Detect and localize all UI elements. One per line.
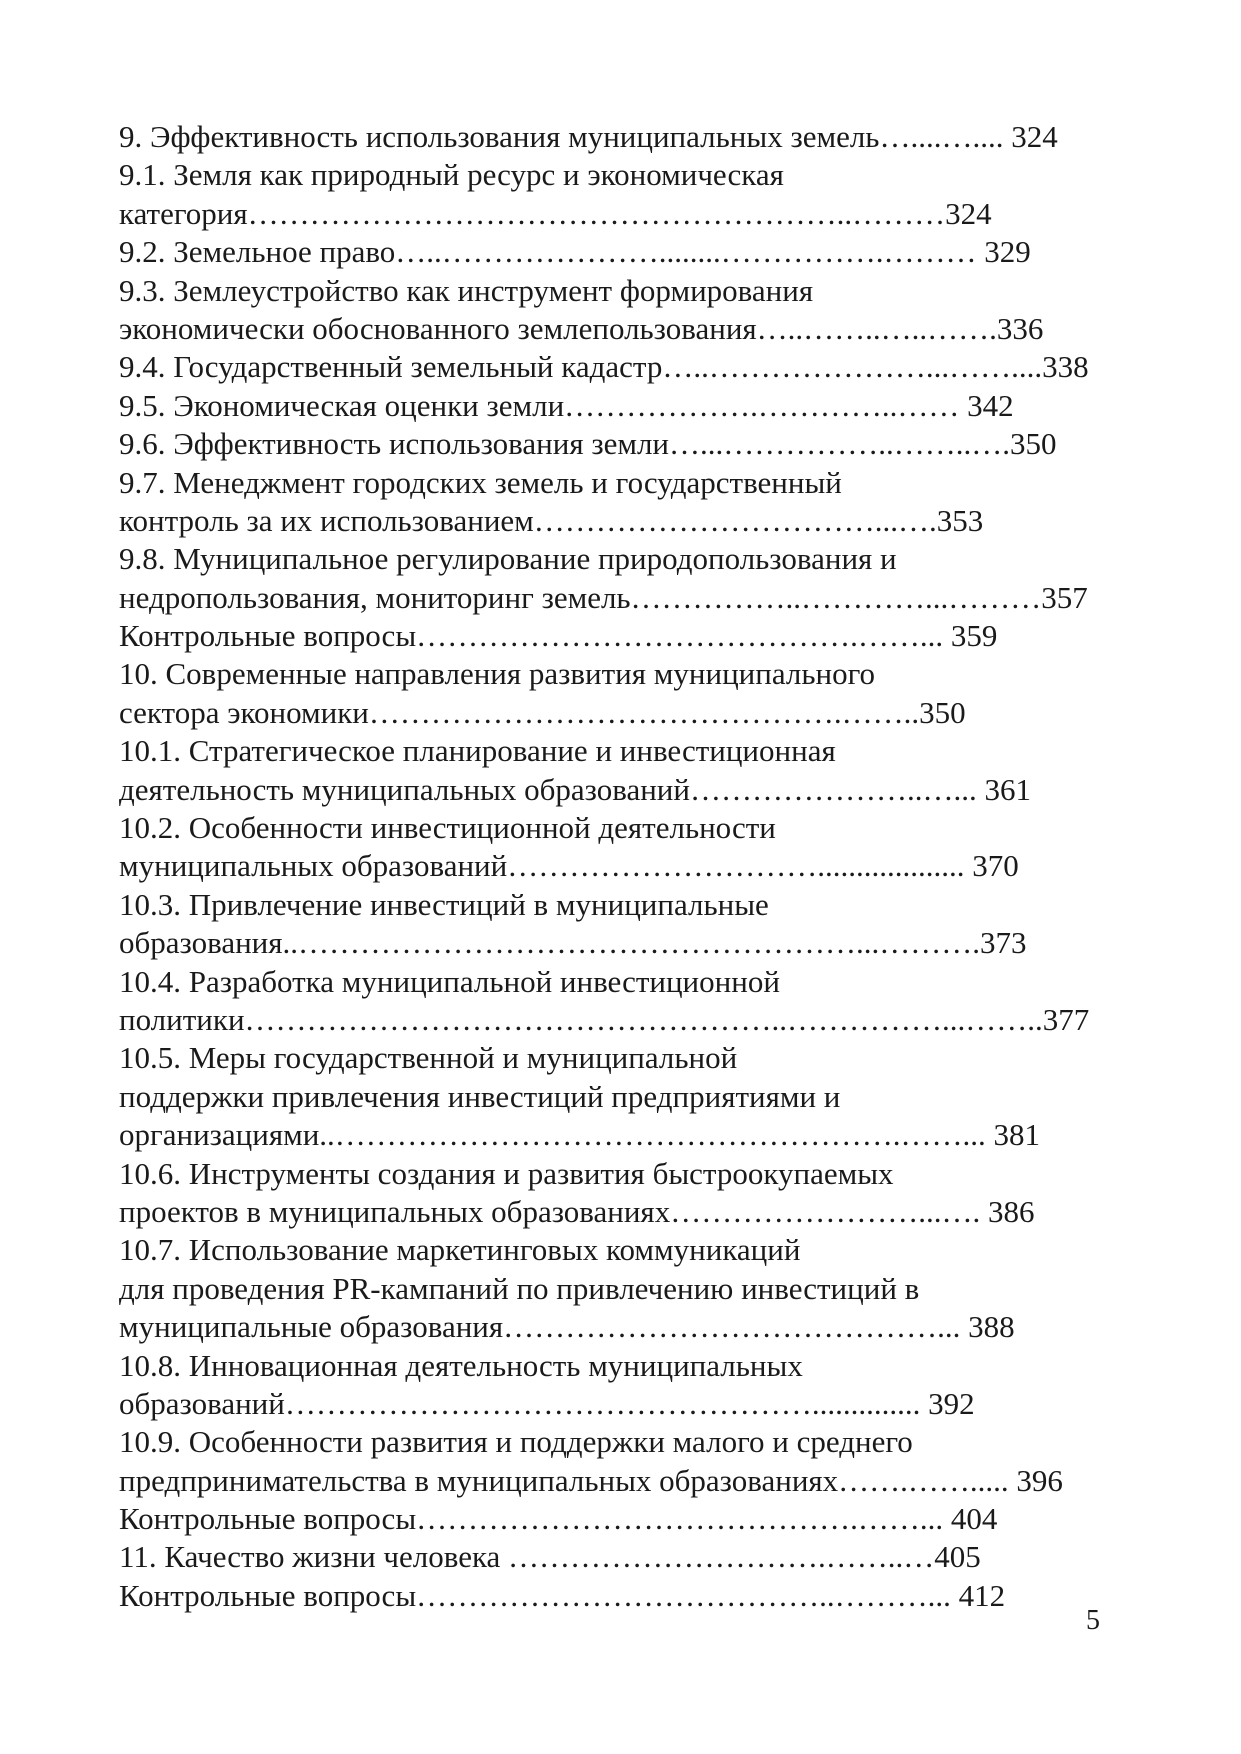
toc-line: 10.4. Разработка муниципальной инвестиционной — [119, 963, 780, 999]
toc-line: 9.3. Землеустройство как инструмент формирования — [119, 272, 814, 308]
toc-line: недропользования, мониторинг земель……………..…………...………357 — [119, 579, 1088, 615]
toc-line: для проведения PR-кампаний по привлечению инвестиций в — [119, 1270, 920, 1306]
toc-line: 9.2. Земельное право…..…………………........…………….……… 329 — [119, 234, 1031, 270]
toc-line: 9.6. Эффективность использования земли…...……………..……..….350 — [119, 426, 1057, 462]
toc-line: политики……………………………………………..……………...……..377 — [119, 1001, 1090, 1037]
toc-line: 10.9. Особенности развития и поддержки малого и среднего — [119, 1424, 913, 1460]
toc-line: организациями..……………………………………………….……... 381 — [119, 1117, 1041, 1153]
toc-line: 11. Качество жизни человека ………………………….……..…405 — [119, 1539, 981, 1575]
toc-line: 10.1. Стратегическое планирование и инвестиционная — [119, 733, 836, 769]
toc-line: 9.1. Земля как природный ресурс и экономическая — [119, 157, 784, 193]
toc-line: 9. Эффективность использования муниципальных земель…....….... 324 — [119, 119, 1058, 154]
toc-line: Контрольные вопросы…………………………………..………... 412 — [119, 1577, 1006, 1613]
toc-line: проектов в муниципальных образованиях……………………...…. 386 — [119, 1193, 1035, 1229]
toc-line: 9.7. Менеджмент городских земель и государственный — [119, 464, 842, 500]
toc-line: сектора экономики……………………………………….……..350 — [119, 694, 966, 730]
toc-line: категория…………………………………………………..………324 — [119, 195, 992, 231]
toc-line: образования..………………………………………………...……….373 — [119, 925, 1027, 961]
toc-line: образований…………………………………………….............. 392 — [119, 1385, 975, 1421]
toc-line: 10.7. Использование маркетинговых коммуникаций — [119, 1232, 801, 1268]
toc-line: 10.3. Привлечение инвестиций в муниципальные — [119, 886, 769, 922]
toc-line: экономически обоснованного землепользования…..……..…..…….336 — [119, 310, 1044, 346]
toc-line: 9.4. Государственный земельный кадастр…..…………………...……....338 — [119, 349, 1089, 385]
toc-line: 10.2. Особенности инвестиционной деятельности — [119, 810, 776, 846]
page-number: 5 — [1086, 1605, 1100, 1636]
toc-line: Контрольные вопросы…………………………………….……... 359 — [119, 618, 998, 654]
table-of-contents — [119, 118, 1129, 1615]
toc-line: деятельность муниципальных образований…………………..…... 361 — [119, 771, 1031, 807]
toc-line: предпринимательства в муниципальных образованиях…….……..... 396 — [119, 1462, 1063, 1498]
toc-line: 10. Современные направления развития муниципального — [119, 656, 876, 692]
toc-line: контроль за их использованием……………………………...….353 — [119, 502, 984, 538]
toc-line: 10.8. Инновационная деятельность муниципальных — [119, 1347, 803, 1383]
toc-line: 10.6. Инструменты создания и развития быстроокупаемых — [119, 1155, 894, 1191]
toc-line: муниципальные образования……………………………………... 388 — [119, 1309, 1015, 1345]
toc-line: 9.5. Экономическая оценки земли……………….…………..…… 342 — [119, 387, 1014, 423]
toc-line: поддержки привлечения инвестиций предприятиями и — [119, 1078, 841, 1114]
toc-line: Контрольные вопросы…………………………………….……... 404 — [119, 1501, 998, 1537]
toc-line: муниципальных образований…………………………................... 370 — [119, 848, 1019, 884]
toc-line: 10.5. Меры государственной и муниципальной — [119, 1040, 738, 1076]
toc-line: 9.8. Муниципальное регулирование природопользования и — [119, 541, 897, 577]
